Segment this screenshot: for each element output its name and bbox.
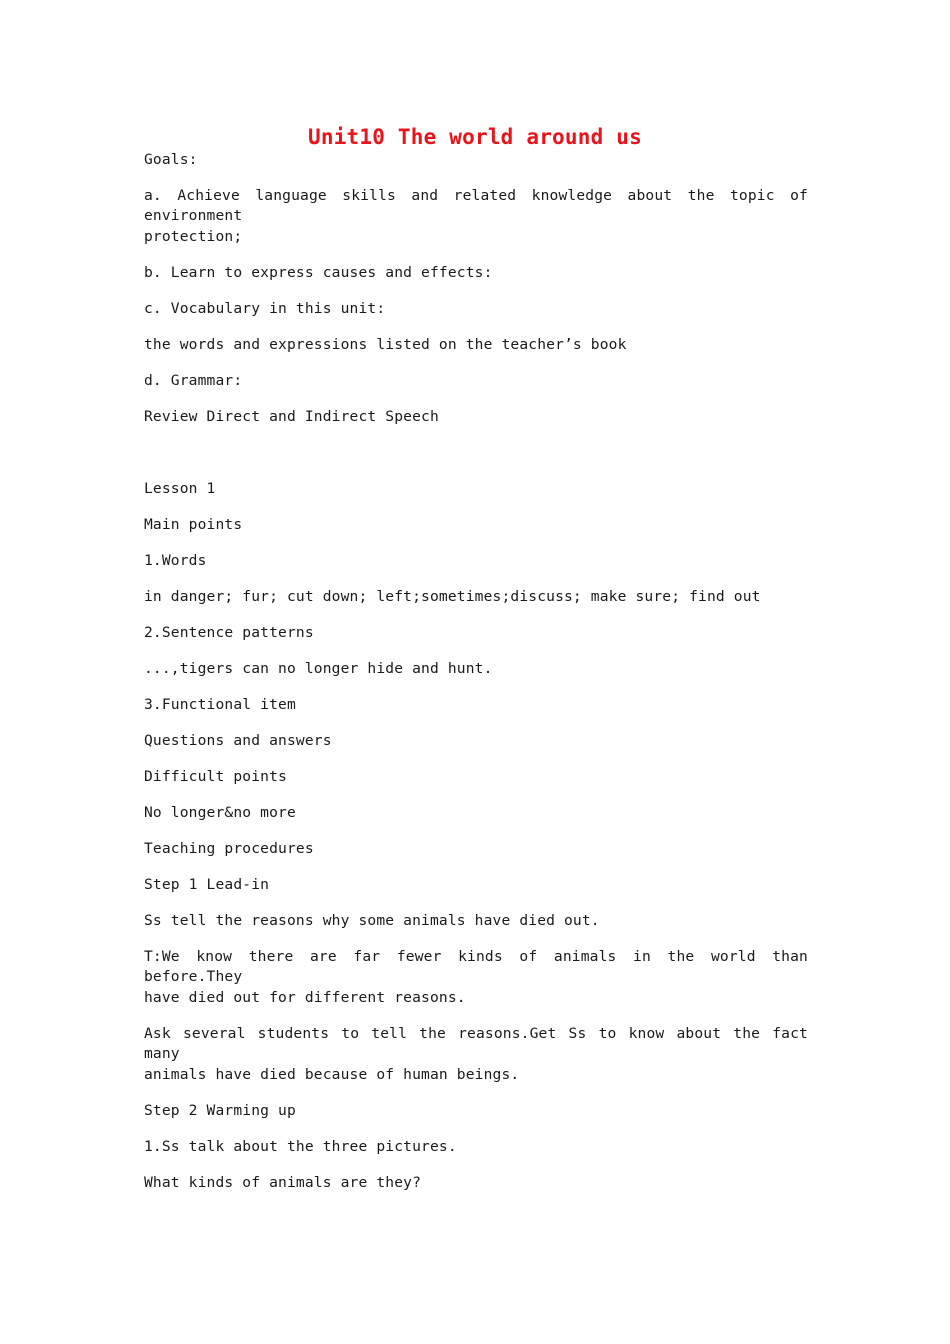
goal-a-line-1: a. Achieve language skills and related knowledge about the topic of environment — [144, 187, 808, 224]
main-points-heading: Main points — [144, 516, 243, 533]
functional-detail: Questions and answers — [144, 732, 332, 749]
patterns-heading: 2.Sentence patterns — [144, 624, 314, 641]
document-body — [144, 150, 808, 1193]
document-title: Unit10 The world around us — [308, 125, 642, 149]
step1-teacher-line-2: have died out for different reasons. — [144, 989, 466, 1006]
goal-d: d. Grammar: — [144, 372, 243, 389]
step2-item-1: 1.Ss talk about the three pictures. — [144, 1138, 457, 1155]
goal-d-detail: Review Direct and Indirect Speech — [144, 408, 439, 425]
step1-text: Ss tell the reasons why some animals have died out. — [144, 912, 600, 929]
step2-question: What kinds of animals are they? — [144, 1174, 422, 1191]
step1-heading: Step 1 Lead-in — [144, 876, 270, 893]
words-heading: 1.Words — [144, 552, 207, 569]
step2-heading: Step 2 Warming up — [144, 1102, 296, 1119]
goal-b: b. Learn to express causes and effects: — [144, 264, 493, 281]
goal-a-line-2: protection; — [144, 228, 243, 245]
functional-heading: 3.Functional item — [144, 696, 296, 713]
step1-ask-line-1: Ask several students to tell the reasons.Get Ss to know about the fact many — [144, 1025, 808, 1062]
words-list: in danger; fur; cut down; left;sometimes;discuss; make sure; find out — [144, 588, 761, 605]
goal-c: c. Vocabulary in this unit: — [144, 300, 386, 317]
goals-heading: Goals: — [144, 151, 198, 168]
patterns-example: ...,tigers can no longer hide and hunt. — [144, 660, 493, 677]
step1-ask-line-2: animals have died because of human beings. — [144, 1066, 520, 1083]
difficult-points-heading: Difficult points — [144, 768, 287, 785]
lesson-heading: Lesson 1 — [144, 480, 216, 497]
goal-c-detail: the words and expressions listed on the teacher’s book — [144, 336, 627, 353]
difficult-points-detail: No longer&no more — [144, 804, 296, 821]
step1-teacher-line-1: T:We know there are far fewer kinds of animals in the world than before.They — [144, 948, 808, 985]
procedures-heading: Teaching procedures — [144, 840, 314, 857]
